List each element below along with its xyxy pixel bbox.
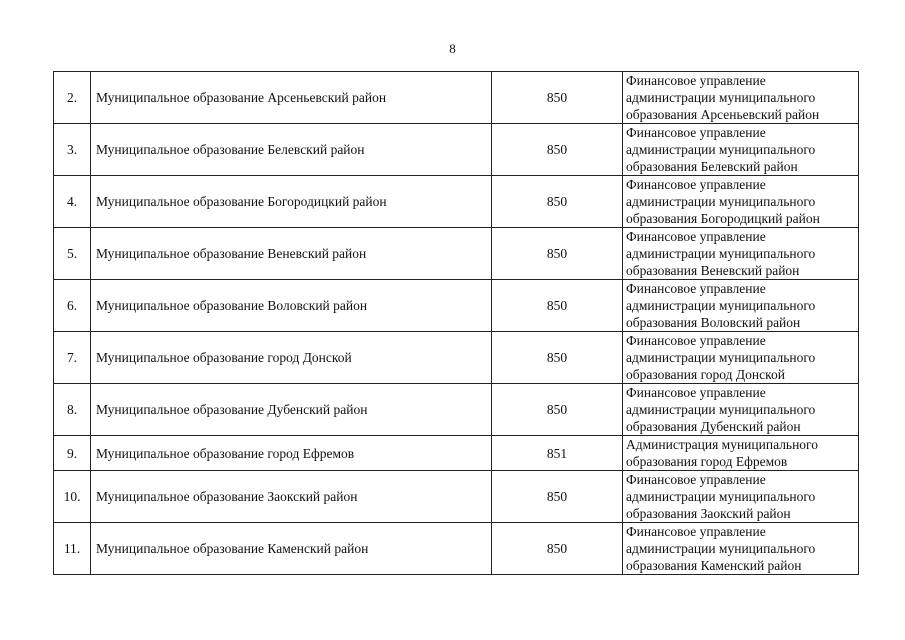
administrator-line: администрации муниципального xyxy=(626,350,816,365)
registry-table xyxy=(53,71,859,575)
table-row xyxy=(54,228,859,280)
row-number-cell: 3. xyxy=(54,124,91,176)
administrator-line: администрации муниципального xyxy=(626,194,816,209)
administrator-line: Финансовое управление xyxy=(626,333,766,348)
administrator-cell xyxy=(623,228,859,280)
administrator-line: Администрация муниципального xyxy=(626,437,819,452)
table-row xyxy=(54,436,859,471)
row-number-cell: 6. xyxy=(54,280,91,332)
row-number-cell: 2. xyxy=(54,72,91,124)
municipality-name-cell: Муниципальное образование Дубенский район xyxy=(91,384,492,436)
administrator-line: образования Заокский район xyxy=(626,506,791,521)
table-row xyxy=(54,72,859,124)
administrator-line: образования Воловский район xyxy=(626,315,801,330)
budget-code-cell: 850 xyxy=(492,72,623,124)
municipality-name-cell: Муниципальное образование Богородицкий район xyxy=(91,176,492,228)
table-row xyxy=(54,280,859,332)
municipality-name-cell: Муниципальное образование город Донской xyxy=(91,332,492,384)
budget-code-cell: 850 xyxy=(492,523,623,575)
administrator-line: Финансовое управление xyxy=(626,125,766,140)
administrator-line: Финансовое управление xyxy=(626,177,766,192)
administrator-line: Финансовое управление xyxy=(626,73,766,88)
administrator-line: Финансовое управление xyxy=(626,281,766,296)
row-number-cell: 8. xyxy=(54,384,91,436)
municipality-name-cell: Муниципальное образование Каменский район xyxy=(91,523,492,575)
administrator-line: образования город Ефремов xyxy=(626,454,788,469)
administrator-line: администрации муниципального xyxy=(626,489,816,504)
table-row xyxy=(54,471,859,523)
administrator-cell xyxy=(623,332,859,384)
budget-code-cell: 851 xyxy=(492,436,623,471)
administrator-line: образования Богородицкий район xyxy=(626,211,820,226)
administrator-line: образования Каменский район xyxy=(626,558,802,573)
budget-code-cell: 850 xyxy=(492,124,623,176)
page-number: 8 xyxy=(449,41,456,56)
administrator-cell xyxy=(623,471,859,523)
administrator-line: образования Дубенский район xyxy=(626,419,801,434)
administrator-line: администрации муниципального xyxy=(626,90,816,105)
table-row xyxy=(54,384,859,436)
budget-code-cell: 850 xyxy=(492,176,623,228)
municipality-name-cell: Муниципальное образование Белевский район xyxy=(91,124,492,176)
municipality-name-cell: Муниципальное образование Веневский район xyxy=(91,228,492,280)
administrator-line: администрации муниципального xyxy=(626,298,816,313)
municipality-name-cell: Муниципальное образование Арсеньевский район xyxy=(91,72,492,124)
municipality-name-cell: Муниципальное образование город Ефремов xyxy=(91,436,492,471)
administrator-line: Финансовое управление xyxy=(626,385,766,400)
row-number-cell: 4. xyxy=(54,176,91,228)
administrator-line: образования город Донской xyxy=(626,367,785,382)
budget-code-cell: 850 xyxy=(492,228,623,280)
administrator-cell xyxy=(623,176,859,228)
row-number-cell: 7. xyxy=(54,332,91,384)
administrator-cell xyxy=(623,280,859,332)
administrator-line: администрации муниципального xyxy=(626,142,816,157)
administrator-cell xyxy=(623,384,859,436)
administrator-cell xyxy=(623,72,859,124)
administrator-cell xyxy=(623,436,859,471)
administrator-line: администрации муниципального xyxy=(626,246,816,261)
row-number-cell: 11. xyxy=(54,523,91,575)
row-number-cell: 5. xyxy=(54,228,91,280)
administrator-line: образования Арсеньевский район xyxy=(626,107,820,122)
row-number-cell: 9. xyxy=(54,436,91,471)
row-number-cell: 10. xyxy=(54,471,91,523)
municipality-name-cell: Муниципальное образование Заокский район xyxy=(91,471,492,523)
table-body xyxy=(54,72,859,575)
administrator-line: Финансовое управление xyxy=(626,524,766,539)
administrator-cell xyxy=(623,523,859,575)
budget-code-cell: 850 xyxy=(492,384,623,436)
table-row xyxy=(54,523,859,575)
administrator-line: администрации муниципального xyxy=(626,402,816,417)
budget-code-cell: 850 xyxy=(492,471,623,523)
municipality-name-cell: Муниципальное образование Воловский район xyxy=(91,280,492,332)
administrator-line: администрации муниципального xyxy=(626,541,816,556)
administrator-line: образования Белевский район xyxy=(626,159,798,174)
table-row xyxy=(54,332,859,384)
budget-code-cell: 850 xyxy=(492,280,623,332)
administrator-line: Финансовое управление xyxy=(626,472,766,487)
administrator-line: образования Веневский район xyxy=(626,263,800,278)
administrator-line: Финансовое управление xyxy=(626,229,766,244)
budget-code-cell: 850 xyxy=(492,332,623,384)
table-row xyxy=(54,176,859,228)
administrator-cell xyxy=(623,124,859,176)
table-row xyxy=(54,124,859,176)
